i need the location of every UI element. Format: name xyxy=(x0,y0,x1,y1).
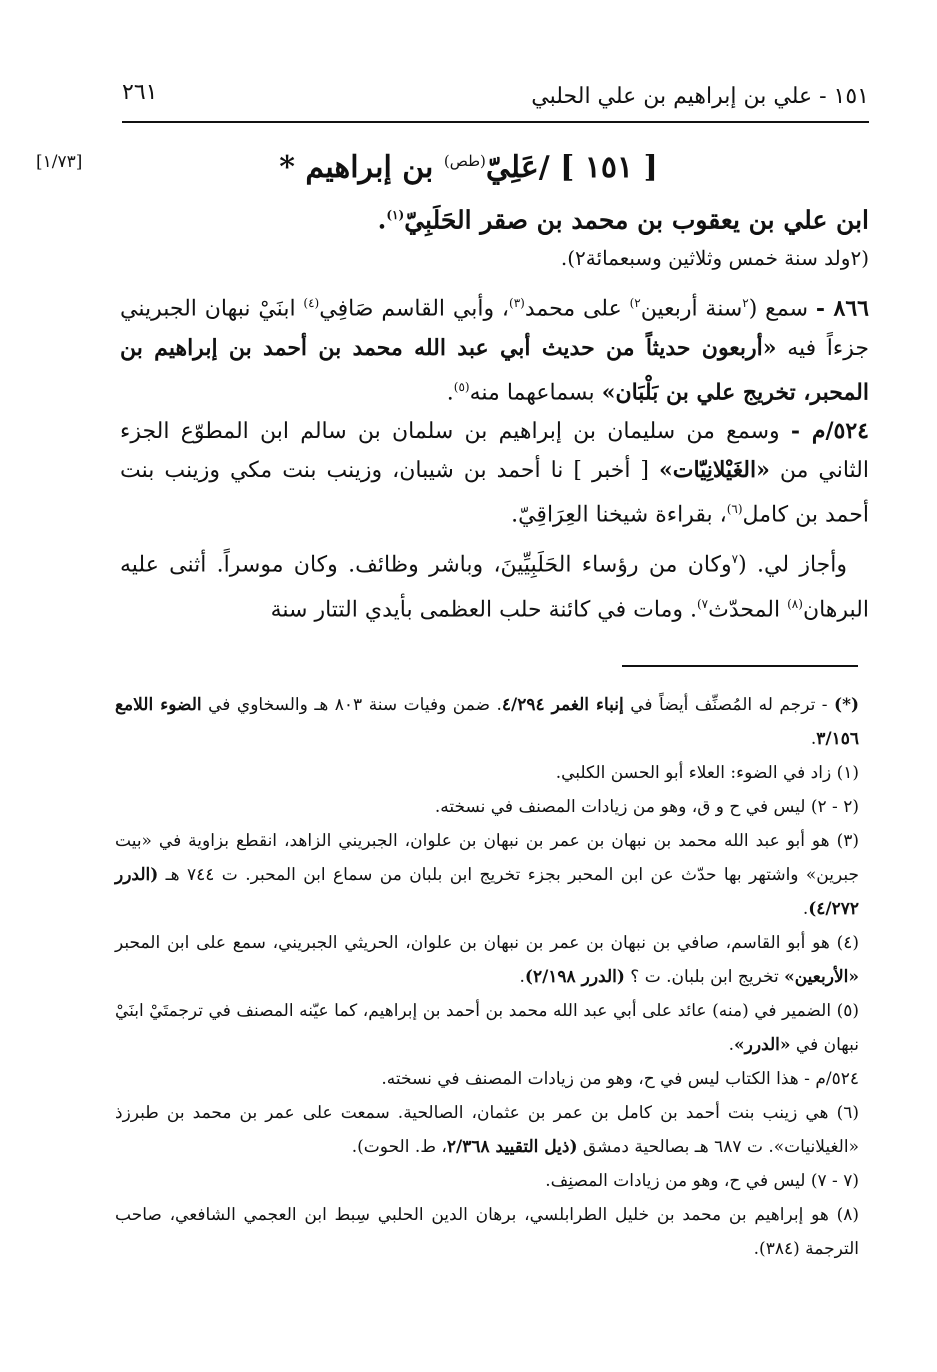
footnote xyxy=(115,756,859,790)
footnote-rest2: . xyxy=(810,729,817,749)
header-rule xyxy=(122,121,869,123)
footnote-bold: إنباء الغمر ٤/٢٩٤ xyxy=(501,695,624,715)
p524-text3: ، بقراءة شيخنا العِرَاقِيّ. xyxy=(511,502,727,528)
ijaza-sup1: ٧ xyxy=(731,552,739,567)
p866-text7: . xyxy=(446,379,454,405)
running-head xyxy=(122,80,869,120)
ijaza-text1: وأجاز لي. ( xyxy=(738,552,848,578)
p866-text3: على محمد xyxy=(524,296,630,322)
main-text xyxy=(120,196,869,629)
p866-sup3: (٣) xyxy=(509,296,525,311)
footnote-text: هو أبو القاسم، صافي بن نبهان بن عمر بن نبهان بن علوان، الحريثي الجبريني، سمع على ابن المحبر xyxy=(115,933,837,953)
footnote-mark: (*) xyxy=(834,695,860,715)
p866-text2: سنة أربعين xyxy=(640,296,743,322)
p866-text1: سمع ( xyxy=(748,296,816,322)
footnote xyxy=(115,994,859,1062)
footnote-rest: . ضمن وفيات سنة ٨٠٣ هـ والسخاوي في xyxy=(201,695,502,715)
entry-title-main: [ ١٥١ ] /عَلِيّ xyxy=(485,150,658,185)
footnote xyxy=(115,926,859,994)
footnote-mark: (٨) xyxy=(836,1205,859,1225)
footnote xyxy=(115,688,859,756)
ijaza-text3: المحدّث xyxy=(708,596,788,622)
footnote xyxy=(115,790,859,824)
footnote-text: زاد في الضوء: العلاء أبو الحسن الكلبي. xyxy=(555,763,837,783)
footnote-text: - ترجم له المُصنِّف أيضاً في xyxy=(623,695,835,715)
footnote-text: ليس في ح، وهو من زيادات المصنِف. xyxy=(545,1171,811,1191)
footnote-bold: (ذيل التقييد ٢/٣٦٨ xyxy=(446,1137,578,1157)
footnote-rest: ، ط. الحوت). xyxy=(351,1137,447,1157)
footnote-mark: (١) xyxy=(836,763,859,783)
lineage-sup: (١) xyxy=(386,208,405,222)
page-number: ٢٦١ xyxy=(122,80,158,105)
p866-text6: بسماعهما منه xyxy=(469,379,602,405)
footnote-mark: (٣) xyxy=(836,831,859,851)
footnote-text: الضمير في (منه) عائد على أبي عبد الله محمد بن أحمد بن إبراهيم، كما عيّنه المصنف في ترجمتَيْ ابنَيْ نبهان في xyxy=(115,1001,859,1055)
entry-number-866: ٨٦٦ - xyxy=(815,295,869,322)
footnote-bold: «الأربعين» xyxy=(784,967,859,987)
ijaza-sup3: ٧) xyxy=(696,596,709,611)
entry-title-rest: بن إبراهيم * xyxy=(279,150,444,185)
footnote-rest: . xyxy=(728,1035,735,1055)
paragraph-ijaza xyxy=(120,540,869,629)
footnote-mark: ٥٢٤/م xyxy=(815,1069,859,1089)
running-title: ١٥١ - علي بن إبراهيم بن علي الحلبي xyxy=(531,84,869,109)
paragraph-866 xyxy=(120,284,869,412)
lineage-line: ابن علي بن يعقوب بن محمد بن صقر الحَلَبِيّ$^{(١)}$. xyxy=(377,205,869,235)
p866-work-title: «أربعون حديثاً من حديث أبي عبد الله محمد بن أحمد بن إبراهيم بن المحبر، تخريج علي بن بَلْبَان» xyxy=(120,334,869,405)
footnotes xyxy=(115,688,859,1266)
footnote-bold2: الضوء اللامع ٣/١٥٦ xyxy=(115,695,859,749)
footnote xyxy=(115,1096,859,1164)
entry-title xyxy=(200,150,737,185)
entry-number-524: ٥٢٤/م - xyxy=(790,417,869,444)
footnote-mark: (٧ - ٧) xyxy=(810,1171,859,1191)
footnote-text: ليس في ح و ق، وهو من زيادات المصنف في نسخته. xyxy=(434,797,811,817)
paragraph-524 xyxy=(120,412,869,534)
footnote-bold2: (الدرر ٢/١٩٨) xyxy=(524,967,625,987)
footnote xyxy=(115,1198,859,1266)
p524-work-title: «الغَيْلانِيّات» xyxy=(659,456,770,483)
ijaza-text4: . ومات في كائنة حلب العظمى بأيدي التتار سنة xyxy=(270,596,697,622)
footnote-text: هو إبراهيم بن محمد بن خليل الطرابلسي، برهان الدين الحلبي سِبط ابن العجمي الشافعي، صاحب الترجمة (٣٨٤). xyxy=(115,1205,859,1259)
footnote-mark: (٥) xyxy=(836,1001,859,1021)
footnote-text: هو أبو عبد الله محمد بن نبهان بن عمر بن نبهان بن علوان، الجبريني الزاهد، انقطع بزاوية في «بيت جبرين» واشتهر بها حدّث عن ابن المحبر بجزء تخريج ابن بلبان من سماع ابن المحبر. ت ٧٤٤ هـ xyxy=(115,831,859,885)
footnote-mark: (٤) xyxy=(836,933,859,953)
footnote-rest: . xyxy=(802,899,809,919)
footnote-text: هي زينب بنت أحمد بن كامل بن عمر بن عثمان، الصالحية. سمعت على عمر بن محمد بن طبرزذ «الغيلانيات». ت ٦٨٧ هـ بصالحية دمشق xyxy=(115,1103,859,1157)
p866-text5: ابنَيْ نبهان الجبريني جزءاً فيه xyxy=(120,296,869,361)
p866-sup1: ٢ xyxy=(742,296,749,311)
p524-sup2: (٦) xyxy=(726,501,743,516)
p866-sup4: (٤) xyxy=(303,296,320,311)
entry-title-sup: (طص) xyxy=(443,152,486,170)
footnote-mark: (٢ - ٢) xyxy=(810,797,859,817)
ijaza-sup2: (٨) xyxy=(787,596,803,611)
footnote-bold: (الدرر ٤/٢٧٢) xyxy=(115,865,859,919)
ijaza-text2: وكان من رؤساء الحَلَبِيِّينَ، وباشر وظائف. وكان موسراً. أثنى عليه البرهان xyxy=(120,552,869,622)
lineage-text: ابن علي بن يعقوب بن محمد بن صقر الحَلَبِيّ xyxy=(404,205,869,235)
footnote xyxy=(115,1062,859,1096)
footnote-rest2: . xyxy=(519,967,525,987)
p524-text2: [ أخبر ] نا أحمد بن شيبان، وزينب بنت مكي وزينب بنت أحمد بن كامل xyxy=(120,457,869,528)
birth-line: (٢ولد سنة خمس وثلاثين وسبعمائة٢). xyxy=(560,246,869,271)
manuscript-folio-ref: [١/٧٣] xyxy=(36,152,83,172)
p866-sup2: ٢) xyxy=(629,296,641,311)
p866-text4: ، وأبي القاسم صَافِي xyxy=(319,296,510,322)
footnote xyxy=(115,824,859,926)
p524-text1: وسمع من سليمان بن إبراهيم بن سلمان بن سالم ابن المطوّع الجزء الثاني من xyxy=(120,418,869,483)
footnote xyxy=(115,1164,859,1198)
footnote-text: - هذا الكتاب ليس في ح، وهو من زيادات المصنف في نسخته. xyxy=(381,1069,816,1089)
footnote-rule xyxy=(622,665,858,667)
footnote-rest: تخريج ابن بلبان. ت ؟ xyxy=(624,967,785,987)
footnote-mark: (٦) xyxy=(836,1103,859,1123)
p866-sup6: (٥) xyxy=(453,379,470,394)
footnote-bold: «الدرر» xyxy=(734,1035,791,1055)
